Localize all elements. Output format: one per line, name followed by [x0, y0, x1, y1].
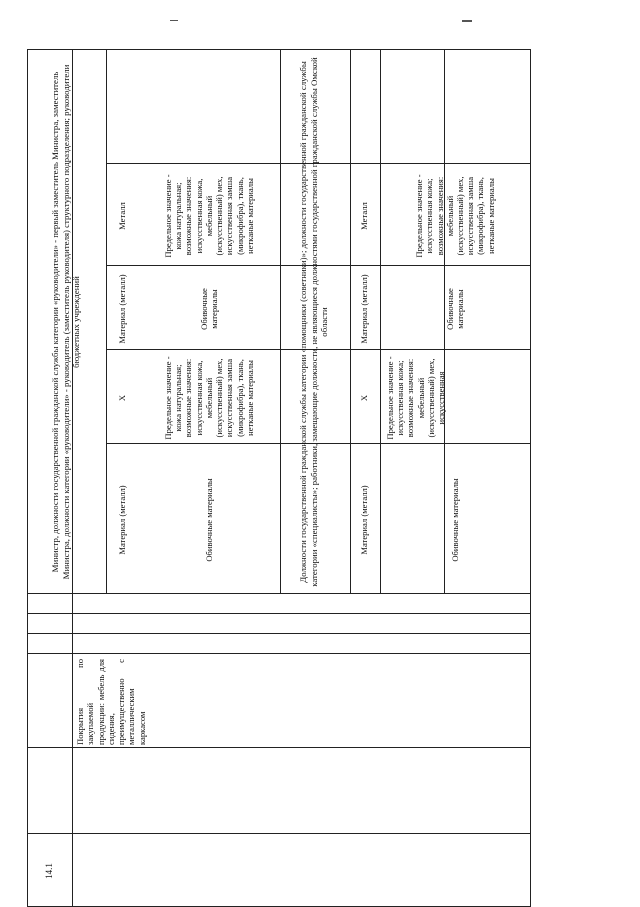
s1-upholstery2: Обивочные материалы [198, 288, 219, 330]
s1-col-material2: Материал (металл) [116, 274, 127, 344]
section2-header: Должности государственной гражданской службы категории «помощники (советники)»; должности государственной гражданской службы категории «специалисты»; работники, замещающие должности, не являющиеся должностями государственной гражданской службы Омской области [298, 57, 330, 587]
s2-upholstery: Обивочные материалы [449, 478, 460, 562]
s1-col-metal: Металл [116, 202, 127, 230]
s1-col-x: X [116, 394, 127, 402]
section1-header: Министр, должности государственной гражданской службы категории «руководители» - первый заместитель Министра, заместитель Министра, должности категории «руководители» - руководитель (заместитель руководителя) структурного подразделения; руководители бюджетных учреждений [50, 64, 82, 580]
s2-upholstery2: Обивочные материалы [444, 288, 465, 330]
s2-col-metal: Металл [358, 202, 369, 230]
scan-mark [170, 20, 178, 21]
s1-col-material: Материал (металл) [116, 485, 127, 555]
s2-col-material2: Материал (металл) [358, 274, 369, 344]
s2-col-x: X [358, 394, 369, 402]
scan-mark [462, 20, 472, 22]
s2-value-x: Предельное значение - искусственная кожа; возможные значения: мебельный (искусственный) мех, искусственная [385, 356, 447, 440]
s1-value-x: Предельное значение - кожа натуральная; возможные значения: искусственная кожа, мебельный (искусственный) мех, искусственная замша (микрофибра), ткань, нетканые материалы [163, 356, 255, 440]
s1-upholstery: Обивочные материалы [203, 478, 214, 562]
s1-value-metal: Предельное значение - кожа натуральная; возможные значения: искусственная кожа, мебельный (искусственный) мех, искусственная замша (микрофибра), ткань, нетканые материалы [163, 174, 255, 258]
s2-value-metal: Предельное значение - искусственная кожа; возможные значения: мебельный (искусственный) мех, искусственная замша (микрофибра), ткань, нетканые материалы [414, 174, 496, 258]
s2-col-material: Материал (металл) [358, 485, 369, 555]
rotated-table [27, 49, 531, 907]
table-grid [27, 49, 531, 907]
item-name: Покрытия по закупаемой продукции: мебель для сидения, преимущественно с металлическим каркасом [75, 659, 147, 745]
row-number: 14.1 [43, 863, 54, 879]
